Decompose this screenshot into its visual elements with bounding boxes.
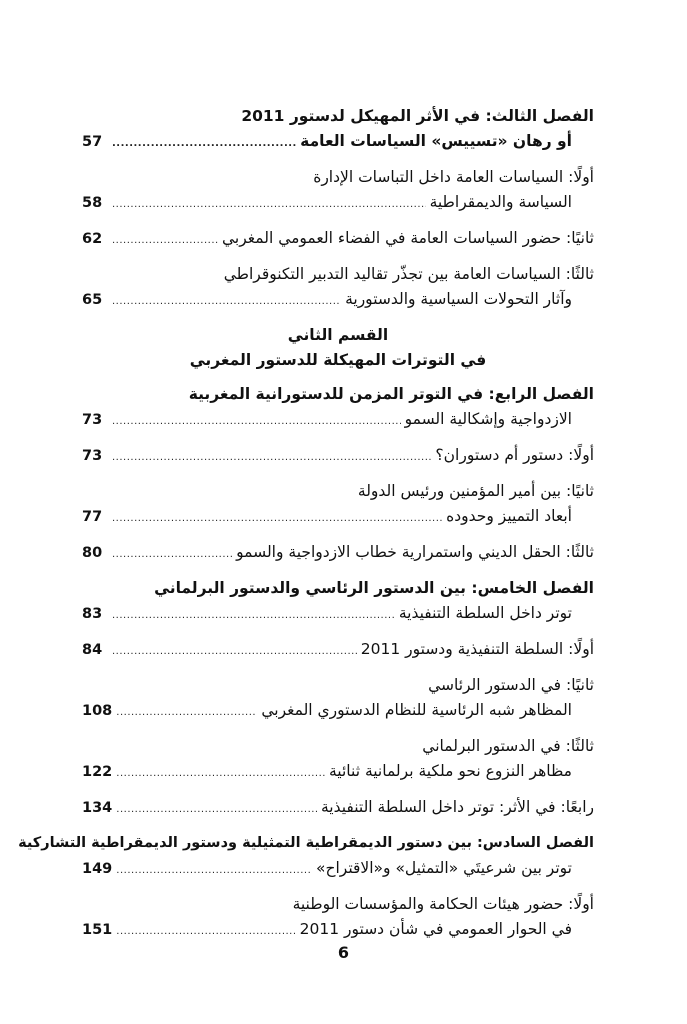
- dot-leader: [112, 639, 357, 664]
- dot-leader: [116, 761, 325, 786]
- page-ref: 57: [82, 134, 103, 150]
- toc-chapter-6-title: الفصل السادس: بين دستور الديمقراطية التمثيلية ودستور الديمقراطية التشاركية: [18, 835, 594, 851]
- page-ref: 73: [82, 412, 103, 428]
- toc-section-3-1-title: أولًا: السياسات العامة داخل التباسات الإدارة: [313, 168, 594, 186]
- dot-leader: [112, 506, 442, 531]
- toc-section-3-3-entry: وآثار التحولات السياسية والدستورية ..... 65: [82, 287, 594, 314]
- toc-section-4-3-entry: ثالثًا: الحقل الديني واستمرارية خطاب الازدواجية والسمو ..... 80: [82, 540, 594, 567]
- page-ref: 73: [82, 448, 103, 464]
- page-ref: 83: [82, 606, 103, 622]
- page-number: 6: [337, 943, 350, 962]
- toc-section-3-3-title: ثالثًا: السياسات العامة بين تجذّر تقاليد التدبير التكنوقراطي: [223, 265, 594, 283]
- toc-chapter-3-title: الفصل الثالث: في الأثر المهيكل لدستور 2011: [241, 107, 594, 125]
- toc-section-5-4-entry: رابعًا: في الأثر: توتر داخل السلطة التنفيذية ..... 134: [82, 795, 594, 822]
- toc-section-4-1-entry: أولًا: دستور أم دستوران؟ ..... 73: [82, 443, 594, 470]
- dot-leader: [112, 228, 218, 253]
- toc-section-6-1-entry: في الحوار العمومي في شأن دستور 2011 ..... 151: [82, 917, 594, 944]
- toc-section-6-1-title: أولًا: حضور هيئات الحكامة والمؤسسات الوطنية: [292, 895, 594, 913]
- page-ref: 134: [82, 800, 113, 816]
- table-of-contents: [18, 104, 594, 944]
- toc-section-3-2-entry: ثانيًا: حضور السياسات العامة في الفضاء العمومي المغربي ..... 62: [82, 226, 594, 253]
- toc-section-3-1-entry: السياسة والديمقراطية ..... 58: [82, 190, 594, 217]
- page-ref: 149: [82, 861, 113, 877]
- toc-section-5-3-entry: مظاهر النزوع نحو ملكية برلمانية ثنائية ..... 122: [82, 759, 594, 786]
- page-ref: 122: [82, 764, 113, 780]
- dot-leader: [112, 192, 426, 217]
- toc-section-5-1-entry: أولًا: السلطة التنفيذية ودستور 2011 ..... 84: [82, 637, 594, 664]
- dot-leader: [112, 409, 401, 434]
- page-ref: 80: [82, 545, 103, 561]
- page-ref: 77: [82, 509, 103, 525]
- toc-section-4-2-title: ثانيًا: بين أمير المؤمنين ورئيس الدولة: [357, 482, 594, 500]
- page-ref: 84: [82, 642, 103, 658]
- dot-leader: [116, 797, 317, 822]
- toc-chapter-5-title: الفصل الخامس: بين الدستور الرئاسي والدستور البرلماني: [154, 579, 594, 597]
- page-ref: 58: [82, 195, 103, 211]
- toc-section-5-2-entry: المظاهر شبه الرئاسية للنظام الدستوري المغربي ..... 108: [82, 698, 594, 725]
- toc-chapter-4-entry: الازدواجية وإشكالية السمو ..... 73: [82, 407, 594, 434]
- toc-chapter-3-entry: أو رهان «تسييس» السياسات العامة ..... 57: [82, 129, 594, 156]
- toc-chapter-4-title: الفصل الرابع: في التوتر المزمن للدستورانية المغربية: [188, 385, 594, 403]
- dot-leader: [116, 700, 257, 725]
- dot-leader: [112, 289, 341, 314]
- page-ref: 108: [82, 703, 113, 719]
- page-ref: 151: [82, 922, 113, 938]
- dot-leader: [116, 858, 312, 883]
- page-ref: 65: [82, 292, 103, 308]
- toc-chapter-6-entry: توتر بين شرعيتَي «التمثيل» و«الاقتراح» ..... 149: [82, 856, 594, 883]
- dot-leader: [112, 131, 296, 156]
- dot-leader: [112, 542, 232, 567]
- part-2-title: القسم الثاني: [287, 326, 389, 344]
- dot-leader: [112, 445, 431, 470]
- toc-section-5-2-title: ثانيًا: في الدستور الرئاسي: [428, 676, 594, 694]
- dot-leader: [112, 603, 395, 628]
- toc-section-4-2-entry: أبعاد التمييز وحدوده ..... 77: [82, 504, 594, 531]
- part-2-subtitle: في التوترات المهيكلة للدستور المغربي: [189, 351, 487, 369]
- toc-chapter-5-entry: توتر داخل السلطة التنفيذية ..... 83: [82, 601, 594, 628]
- page-ref: 62: [82, 231, 103, 247]
- dot-leader: [116, 919, 295, 944]
- toc-section-5-3-title: ثالثًا: في الدستور البرلماني: [422, 737, 594, 755]
